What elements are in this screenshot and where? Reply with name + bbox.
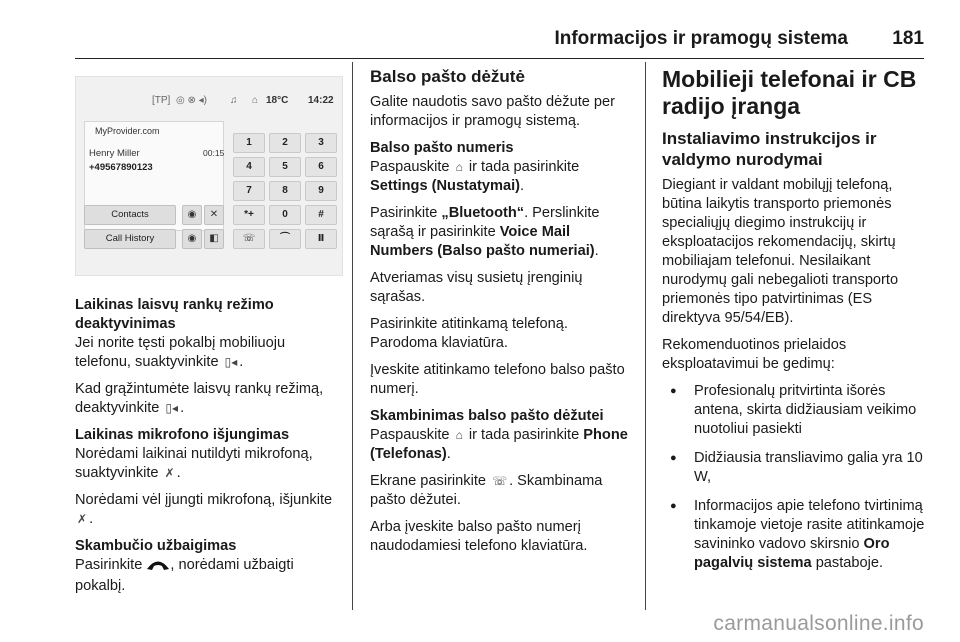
column-3 — [662, 66, 926, 583]
para-mic-2: Norėdami vėl įjungti mikrofoną, išjunkite ✗ . — [75, 492, 333, 527]
provider-name: MyProvider.com — [95, 126, 160, 136]
para-call-3: Arba įveskite balso pašto numerį naudodamiesi telefono klaviatūra. — [370, 519, 588, 554]
end-call-icon — [146, 558, 170, 577]
mic-off-icon[interactable]: ✕ — [204, 205, 224, 225]
page-title: Informacijos ir pramogų sistema — [554, 28, 848, 49]
tp-indicator: [TP] — [152, 95, 171, 106]
column-1 — [75, 296, 343, 604]
key-8[interactable]: 8 — [269, 181, 301, 201]
call-timer: 00:15 — [203, 148, 225, 158]
para-voicemail: Galite naudotis savo pašto dėžute per informacijos ir pramogų sistemą. — [370, 94, 616, 129]
para-call-1: Paspauskite ⌂ ir tada pasirinkite Phone (Telefonas). — [370, 427, 628, 462]
heading-mic-off: Laikinas mikrofono išjungimas — [75, 427, 290, 443]
list-item: ● Profesionalų pritvirtinta išorės antena, skirta didžiausiam veikimo nuotoliui pasiekti — [662, 382, 926, 439]
handsfree-icon: ▯◂ — [224, 355, 238, 369]
para-recommend: Rekomenduotinos prielaidos eksploatavimui be gedimų: — [662, 337, 847, 372]
hold-icon[interactable]: Ⅱ — [305, 229, 337, 249]
caller-name: Henry Miller — [89, 148, 140, 159]
mic-mute-icon: ✗ — [164, 466, 175, 480]
home-icon: ⌂ — [455, 428, 463, 442]
heading-voicemail-numbers: Balso pašto numeris — [370, 140, 514, 156]
heading-call-voicemail: Skambinimas balso pašto dėžutei — [370, 408, 604, 424]
key-hash[interactable]: # — [305, 205, 337, 225]
recommendation-list — [662, 382, 926, 573]
music-icon: ♫ — [230, 95, 238, 106]
para-mic-1: Norėdami laikinai nutildyti mikrofoną, suaktyvinkite ✗ . — [75, 446, 313, 481]
key-star-plus[interactable]: *+ — [233, 205, 265, 225]
para-vm-2: Pasirinkite „Bluetooth“. Perslinkite sąrašą ir pasirinkite Voice Mail Numbers (Balso pašto numeriai). — [370, 205, 600, 259]
list-item: ● Informacijos apie telefono tvirtinimą tinkamoje vietoje rasite atitinkamoje savininko vadovo skirsnio Oro pagalvių sistema pastaboje. — [662, 497, 926, 573]
para-install: Diegiant ir valdant mobilųjį telefoną, būtina laikytis transporto priemonės specialiųjų diegimo instrukcijų ir eksploatacijos rekomendacijų, skirtų mobiliajam telefonui. Nesilaikant nurodymų gali nebegalioti transporto priemonės tipo patvirtinimas (ES direktyva 95/54/EB). — [662, 177, 899, 326]
call-history-button[interactable]: Call History — [84, 229, 176, 249]
voicemail-icon: ☏ — [492, 474, 508, 488]
clock: 14:22 — [308, 95, 334, 106]
handsfree-toggle-icon[interactable]: ◉ — [182, 229, 202, 249]
heading-end-call: Skambučio užbaigimas — [75, 538, 237, 554]
column-divider-1 — [352, 62, 353, 610]
heading-install: Instaliavimo instrukcijos ir valdymo nurodymai — [662, 129, 877, 169]
phone-handset-icon[interactable]: ☏ — [233, 229, 265, 249]
caller-number: +49567890123 — [89, 162, 153, 173]
mic-mute-icon[interactable]: ◉ — [182, 205, 202, 225]
mic-mute-icon: ✗ — [77, 512, 88, 526]
para-handsfree-1: Jei norite tęsti pokalbį mobiliuoju telefonu, suaktyvinkite ▯◂ . — [75, 335, 286, 370]
heading-handsfree-off: Laikinas laisvų rankų režimo deaktyvinimas — [75, 297, 274, 332]
column-divider-2 — [645, 62, 646, 610]
para-end-call: Pasirinkite , norėdami užbaigti pokalbį. — [75, 557, 294, 594]
heading-voicemail: Balso pašto dėžutė — [370, 67, 525, 86]
handsfree-icon: ▯◂ — [165, 401, 179, 415]
para-vm-1: Paspauskite ⌂ ir tada pasirinkite Settings (Nustatymai). — [370, 159, 580, 194]
key-0[interactable]: 0 — [269, 205, 301, 225]
page-number: 181 — [892, 28, 924, 49]
column-2 — [370, 66, 636, 564]
para-call-2: Ekrane pasirinkite ☏ . Skambinama pašto dėžutei. — [370, 473, 603, 508]
screen-status-bar — [76, 89, 342, 113]
para-handsfree-2: Kad grąžintumėte laisvų rankų režimą, deaktyvinkite ▯◂ . — [75, 381, 324, 416]
heading-mobile-phones: Mobilieji telefonai ir CB radijo įranga — [662, 66, 917, 119]
status-icons: ◎ ⊗ ◂) — [176, 95, 208, 106]
phone-screen-illustration — [75, 76, 343, 276]
home-icon: ⌂ — [252, 95, 259, 106]
key-5[interactable]: 5 — [269, 157, 301, 177]
watermark: carmanualsonline.info — [713, 612, 924, 635]
header-rule — [75, 58, 924, 59]
key-4[interactable]: 4 — [233, 157, 265, 177]
end-call-icon[interactable]: ⌒ — [269, 229, 301, 249]
key-3[interactable]: 3 — [305, 133, 337, 153]
key-6[interactable]: 6 — [305, 157, 337, 177]
para-vm-5: Įveskite atitinkamo telefono balso pašto numerį. — [370, 362, 625, 397]
list-item: ● Didžiausia transliavimo galia yra 10 W, — [662, 449, 926, 487]
para-vm-4: Pasirinkite atitinkamą telefoną. Parodoma klaviatūra. — [370, 316, 568, 351]
key-2[interactable]: 2 — [269, 133, 301, 153]
key-7[interactable]: 7 — [233, 181, 265, 201]
temperature: 18°C — [266, 95, 289, 106]
page-header — [0, 22, 960, 58]
speaker-icon[interactable]: ◧ — [204, 229, 224, 249]
home-icon: ⌂ — [455, 160, 463, 174]
para-vm-3: Atveriamas visų susietų įrenginių sąrašas. — [370, 270, 583, 305]
key-1[interactable]: 1 — [233, 133, 265, 153]
contacts-button[interactable]: Contacts — [84, 205, 176, 225]
key-9[interactable]: 9 — [305, 181, 337, 201]
